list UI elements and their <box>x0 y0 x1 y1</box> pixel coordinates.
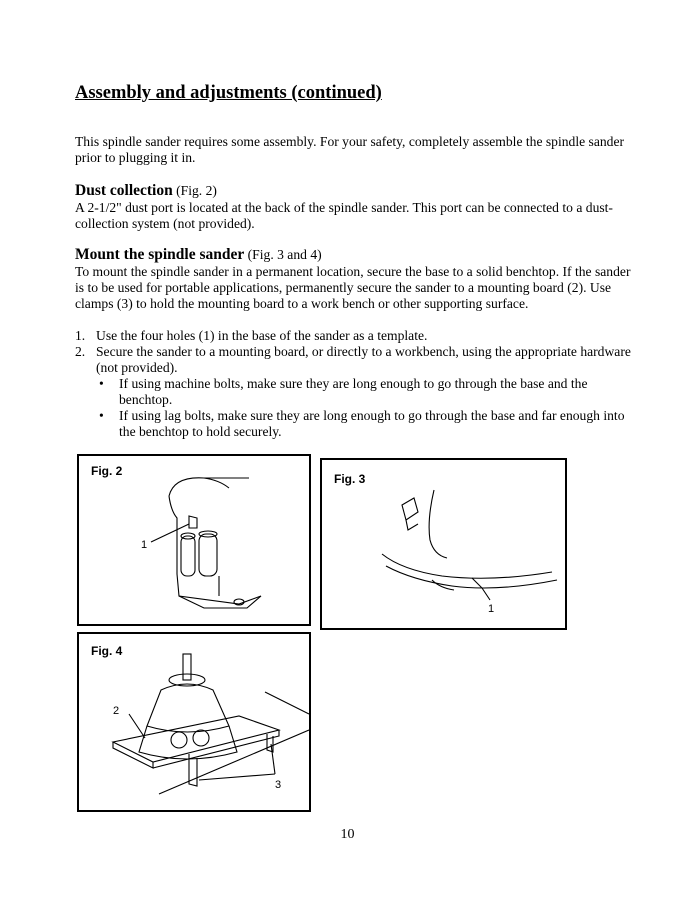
mounting-board-edge <box>113 742 153 768</box>
step-number: 2. <box>75 344 86 359</box>
step-text: Use the four holes (1) in the base of the sander as a template. <box>96 328 428 343</box>
bullet-item <box>75 408 635 440</box>
mount-body: To mount the spindle sander in a permanent location, secure the base to a solid benchtop. If the sander is to be used for portable applications, permanently secure the sander to a mounting board (2). Use clamps (3) to hold the mounting board to a work bench or other supporting surface. <box>75 264 631 311</box>
callout-line <box>482 588 490 600</box>
step-item <box>75 328 635 344</box>
bench-edge-top <box>265 692 309 714</box>
bullet-text: If using machine bolts, make sure they are long enough to go through the base and the benchtop. <box>119 376 588 407</box>
mount-title: Mount the spindle sander <box>75 246 245 263</box>
figure-2 <box>77 454 311 626</box>
bullet-text: If using lag bolts, make sure they are long enough to go through the base and far enough into the benchtop to hold securely. <box>119 408 625 439</box>
fig3-callout-1: 1 <box>488 603 495 615</box>
page-heading: Assembly and adjustments (continued) <box>75 83 382 103</box>
dust-collection-ref: (Fig. 2) <box>176 183 217 198</box>
dust-collection-heading <box>75 182 217 200</box>
intro-paragraph: This spindle sander requires some assembly. For your safety, completely assemble the spindle sander prior to plugging it in. <box>75 134 625 165</box>
figure-2-label: Fig. 2 <box>91 464 123 478</box>
base-top-edge <box>382 554 552 578</box>
bench-edge-front <box>159 730 309 794</box>
dust-collection-body: A 2-1/2" dust port is located at the back of the spindle sander. This port can be connected to a dust-collection system (not provided). <box>75 200 613 231</box>
fig2-callout-1: 1 <box>141 539 148 551</box>
switch-base <box>406 520 418 530</box>
figure-4 <box>77 632 311 812</box>
mount-ref: (Fig. 3 and 4) <box>247 247 322 262</box>
callout-line-2 <box>129 714 145 738</box>
fig4-callout-2: 2 <box>113 705 120 717</box>
callout-line-3b <box>199 774 275 780</box>
port-fitting <box>189 516 197 528</box>
figure-3-label: Fig. 3 <box>334 472 366 486</box>
figure-2-illustration <box>79 456 309 624</box>
dust-port-left <box>181 536 195 576</box>
page-number: 10 <box>340 827 355 842</box>
mount-heading <box>75 246 322 264</box>
housing-front-line <box>169 496 177 574</box>
knob-left <box>171 732 187 748</box>
hole-marker <box>472 578 482 588</box>
switch-box <box>402 498 418 520</box>
bullet-marker: • <box>99 376 104 391</box>
dust-port-right <box>199 534 217 576</box>
sander-lower-body <box>139 726 237 759</box>
figure-4-label: Fig. 4 <box>91 644 123 658</box>
callout-line <box>151 524 189 542</box>
step-item <box>75 344 635 376</box>
knob-right <box>193 730 209 746</box>
steps-list <box>75 328 635 440</box>
sander-body <box>147 684 229 732</box>
mounting-board-top <box>113 716 279 762</box>
figure-4-illustration <box>79 634 309 810</box>
bullet-item <box>75 376 635 408</box>
dust-collection-title: Dust collection <box>75 182 173 199</box>
housing-top-line <box>169 478 249 496</box>
step-text: Secure the sander to a mounting board, or directly to a workbench, using the appropriate hardware (not provided). <box>96 344 631 375</box>
fig4-callout-3: 3 <box>275 779 282 791</box>
step-number: 1. <box>75 328 86 343</box>
figure-3 <box>320 458 567 630</box>
housing-side <box>429 490 447 558</box>
bullet-marker: • <box>99 408 104 423</box>
housing-curve <box>204 478 229 488</box>
spindle <box>183 654 191 680</box>
